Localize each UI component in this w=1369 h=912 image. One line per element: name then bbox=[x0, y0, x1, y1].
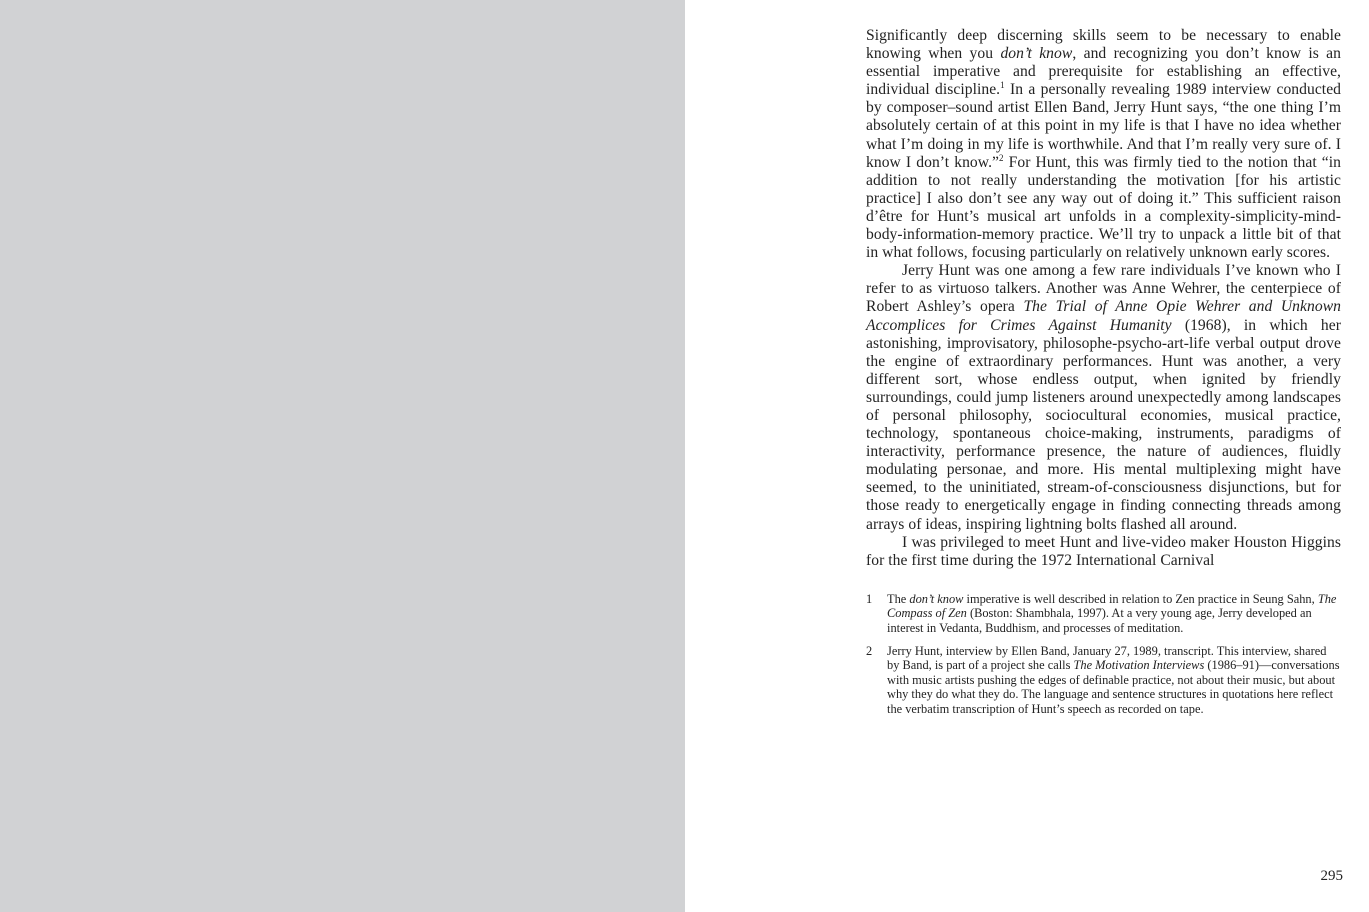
italic-phrase: don’t know bbox=[1000, 45, 1073, 63]
footnote-1 bbox=[866, 592, 1341, 636]
text-column bbox=[866, 27, 1341, 725]
footnote-text: The don’t know imperative is well described in relation to Zen practice in Seung Sahn, The Compass of Zen (Boston: Shambhala, 1997). At a very young age, Jerry developed an interest in Vedanta, Buddhism, and processes of meditation. bbox=[887, 591, 1337, 635]
paragraph-2: Jerry Hunt was one among a few rare individuals I’ve known who I refer to as virtuoso talkers. Another was Anne Wehrer, the centerpiece of Robert Ashley’s opera The Trial of Anne Opie Wehrer and Unknown Accomplices for Crimes Against Humanity (1968), in which her astonishing, improvisatory, philosophe-psycho-art-life verbal output drove the engine of extraordinary performances. Hunt was another, a very different sort, whose endless output, when ignited by friendly surroundings, could jump listeners around unexpectedly among landscapes of personal philosophy, sociocultural economies, musical practice, technology, spontaneous choice-making, instruments, paradigms of interactivity, performance presence, the nature of audiences, fluidly modulating personae, and more. His mental multiplexing might have seemed, to the uninitiated, stream-of-consciousness disjunctions, but for those ready to energetically engage in finding connecting threads among arrays of ideas, inspiring lightning bolts flashed all around. bbox=[866, 262, 1341, 533]
book-title: The Compass of Zen bbox=[887, 591, 1337, 621]
footnote-ref-2[interactable]: 2 bbox=[999, 152, 1004, 163]
footnotes bbox=[866, 592, 1341, 717]
body-text bbox=[866, 27, 1341, 570]
footnote-number: 1 bbox=[866, 591, 873, 606]
page-number: 295 bbox=[1320, 868, 1343, 884]
opera-title: The Trial of Anne Opie Wehrer and Unknown Accomplices for Crimes Against Humanity bbox=[866, 298, 1341, 334]
footnote-ref-1[interactable]: 1 bbox=[1000, 80, 1005, 91]
footnote-text: Jerry Hunt, interview by Ellen Band, January 27, 1989, transcript. This interview, shared by Band, is part of a project she calls The Motivation Interviews (1986–91)—conversations with music artists pushing the edges of definable practice, not about their music, but about why they do what they do. The language and sentence structures in quotations here reflect the verbatim transcription of Hunt’s speech as recorded on tape. bbox=[887, 643, 1340, 716]
paragraph-1: Significantly deep discerning skills seem to be necessary to enable knowing when you don’t know, and recognizing you don’t know is an essential imperative and prerequisite for establishing an effective, individual discipline.$^1$ In a personally revealing 1989 interview conducted by composer–sound artist Ellen Band, Jerry Hunt says, “the one thing I’m absolutely certain of at this point in my life is that I have no idea whether what I’m doing in my life is worthwhile. And that I’m really very sure of. I know I don’t know.”$^2$ For Hunt, this was firmly tied to the notion that “in addition to not really understanding the motivation [for his artistic practice] I also don’t see any way out of doing it.” This sufficient raison d’être for Hunt’s musical art unfolds in a complexity-simplicity-mind-body-information-memory practice. We’ll try to unpack a little bit of that in what follows, focusing particularly on relatively unknown early scores. bbox=[866, 27, 1342, 262]
footnote-number: 2 bbox=[866, 643, 873, 658]
footnote-2 bbox=[866, 644, 1341, 717]
project-title: The Motivation Interviews bbox=[1073, 658, 1205, 673]
paragraph-3: I was privileged to meet Hunt and live-video maker Houston Higgins for the first time during the 1972 International Carnival bbox=[866, 533, 1341, 569]
right-page bbox=[685, 0, 1369, 912]
